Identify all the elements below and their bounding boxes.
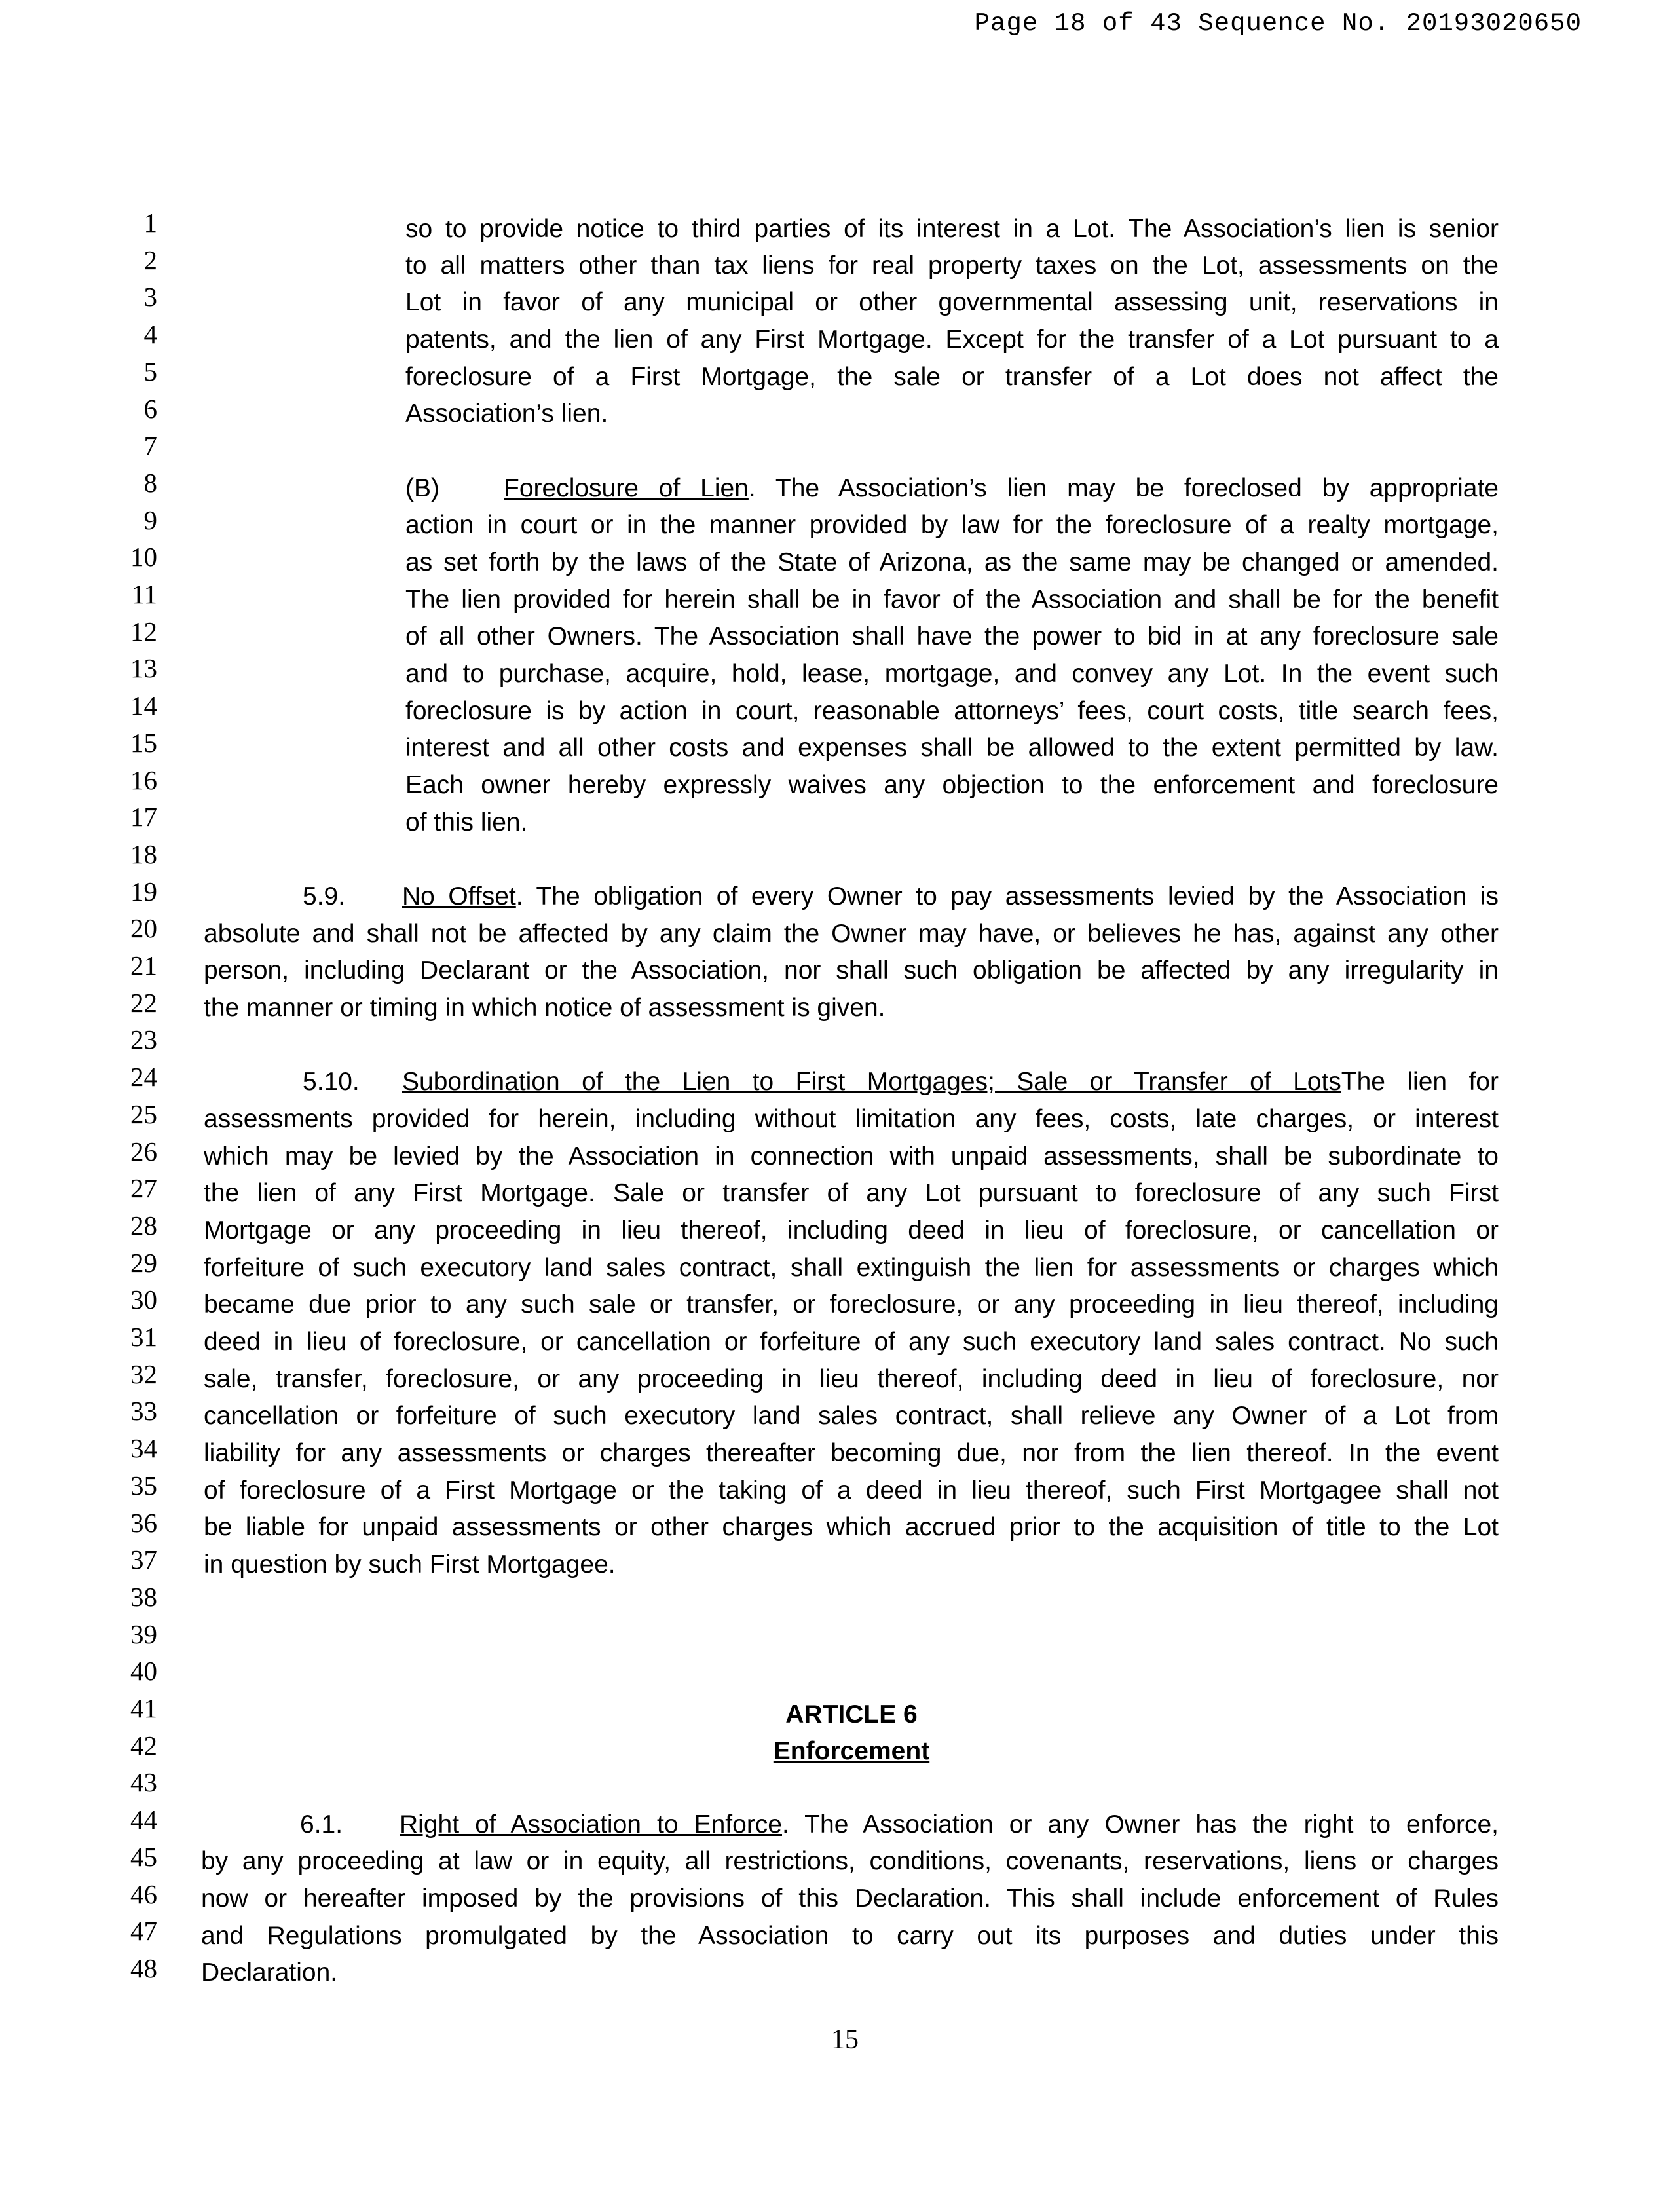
- sec-5-9-number: 5.9.: [303, 882, 346, 910]
- line-number: 1: [143, 208, 157, 238]
- sec-5-10-line: liability for any assessments or charges thereafter becoming due, nor from the lien thereof. In the event: [204, 1439, 1499, 1467]
- line-number: 8: [143, 467, 157, 498]
- line-number: 41: [130, 1693, 157, 1723]
- sec-5-10-line: be liable for unpaid assessments or other charges which accrued prior to the acquisition of title to the Lot: [204, 1513, 1499, 1541]
- line-number: 25: [130, 1098, 157, 1129]
- line-number: 6: [143, 393, 157, 424]
- line-number: 28: [130, 1210, 157, 1241]
- para-b-first-line: [405, 476, 1499, 501]
- line-number: 30: [130, 1284, 157, 1315]
- line-number: 37: [130, 1544, 157, 1575]
- line-number: 27: [130, 1173, 157, 1204]
- para-a-line: to all matters other than tax liens for real property taxes on the Lot, assessments on the: [405, 252, 1499, 280]
- sec-5-10-line: became due prior to any such sale or transfer, or foreclosure, or any proceeding in lieu thereof, including: [204, 1290, 1499, 1319]
- sec-5-10-heading: Subordination of the Lien to First Mortgages; Sale or Transfer of Lots: [402, 1068, 1341, 1096]
- line-number: 48: [130, 1953, 157, 1983]
- line-number: 10: [130, 542, 157, 572]
- line-number: 4: [143, 319, 157, 350]
- sec-5-10-line: deed in lieu of foreclosure, or cancellation or forfeiture of any such executory land sales contract. No such: [204, 1328, 1499, 1356]
- sec-6-1-line: Declaration.: [201, 1958, 338, 1987]
- sec-5-10-line: of foreclosure of a First Mortgage or the taking of a deed in lieu thereof, such First Mortgagee shall not: [204, 1476, 1499, 1505]
- sec-6-1-line: and Regulations promulgated by the Association to carry out its purposes and duties under this: [201, 1922, 1499, 1950]
- sec-5-9-heading: No Offset: [402, 882, 516, 910]
- page-number: 15: [831, 2025, 859, 2055]
- sec-6-1-line: now or hereafter imposed by the provisions of this Declaration. This shall include enforcement of Rules: [201, 1884, 1499, 1913]
- para-b-line: Each owner hereby expressly waives any objection to the enforcement and foreclosure: [405, 771, 1499, 799]
- sec-5-9-line: the manner or timing in which notice of assessment is given.: [204, 994, 886, 1022]
- sec-5-9-line: person, including Declarant or the Association, nor shall such obligation be affected by any irregularity in: [204, 956, 1499, 984]
- para-b-line: The lien provided for herein shall be in favor of the Association and shall be for the benefit: [405, 586, 1499, 614]
- line-number: 19: [130, 876, 157, 907]
- line-number: 44: [130, 1805, 157, 1835]
- line-number: 13: [130, 653, 157, 684]
- line-number: 26: [130, 1136, 157, 1167]
- para-b-label: (B): [405, 474, 439, 502]
- para-a-line: Association’s lien.: [405, 400, 608, 428]
- sec-6-1-line: by any proceeding at law or in equity, all restrictions, conditions, covenants, reservations, liens or charges: [201, 1847, 1499, 1875]
- line-number: 45: [130, 1841, 157, 1872]
- line-number: 7: [143, 430, 157, 461]
- sec-5-9-first-rest: . The obligation of every Owner to pay assessments levied by the Association is: [515, 882, 1499, 910]
- sec-5-10-line: in question by such First Mortgagee.: [204, 1550, 616, 1579]
- line-number: 33: [130, 1396, 157, 1427]
- line-number: 24: [130, 1062, 157, 1093]
- line-number: 3: [143, 282, 157, 312]
- line-number: 2: [143, 244, 157, 275]
- sec-5-10-first-line: [303, 1069, 1499, 1094]
- sec-5-10-line: forfeiture of such executory land sales contract, shall extinguish the lien for assessments or charges which: [204, 1254, 1499, 1282]
- line-number: 34: [130, 1433, 157, 1464]
- line-number: 38: [130, 1581, 157, 1612]
- sec-5-10-number: 5.10.: [303, 1068, 360, 1096]
- sec-5-9-line: absolute and shall not be affected by any claim the Owner may have, or believes he has, against any other: [204, 920, 1499, 948]
- sec-5-10-first-rest: The lien for: [1341, 1068, 1499, 1096]
- sec-6-1-first-rest: . The Association or any Owner has the right to enforce,: [782, 1810, 1499, 1839]
- line-number: 23: [130, 1024, 157, 1055]
- para-b-line: as set forth by the laws of the State of Arizona, as the same may be changed or amended.: [405, 548, 1499, 576]
- para-b-heading: Foreclosure of Lien: [504, 474, 749, 502]
- line-number: 12: [130, 616, 157, 646]
- para-b-line: foreclosure is by action in court, reasonable attorneys’ fees, court costs, title search fees,: [405, 697, 1499, 725]
- sec-5-9-first-line: [303, 884, 1499, 909]
- line-number: 36: [130, 1507, 157, 1538]
- sec-6-1-number: 6.1.: [300, 1810, 343, 1839]
- line-number: 47: [130, 1916, 157, 1947]
- line-number: 16: [130, 764, 157, 795]
- article-title: ARTICLE 6: [785, 1700, 918, 1729]
- line-number: 43: [130, 1767, 157, 1798]
- line-number: 9: [143, 504, 157, 535]
- article-subtitle: Enforcement: [773, 1737, 930, 1765]
- line-number: 17: [130, 802, 157, 833]
- para-b-line: and to purchase, acquire, hold, lease, mortgage, and convey any Lot. In the event such: [405, 660, 1499, 688]
- line-number: 32: [130, 1358, 157, 1389]
- line-number: 5: [143, 356, 157, 386]
- sec-5-10-line: the lien of any First Mortgage. Sale or transfer of any Lot pursuant to foreclosure of any such First: [204, 1179, 1499, 1207]
- sec-5-10-line: cancellation or forfeiture of such executory land sales contract, shall relieve any Owner of a Lot from: [204, 1402, 1499, 1430]
- line-number: 31: [130, 1322, 157, 1352]
- sec-5-10-line: assessments provided for herein, including without limitation any fees, costs, late charges, or interest: [204, 1105, 1499, 1133]
- sec-6-1-heading: Right of Association to Enforce: [400, 1810, 782, 1839]
- line-number: 14: [130, 690, 157, 721]
- para-b-line: interest and all other costs and expenses shall be allowed to the extent permitted by law.: [405, 734, 1499, 762]
- line-number: 20: [130, 913, 157, 944]
- para-b-line: action in court or in the manner provided by law for the foreclosure of a realty mortgage,: [405, 511, 1499, 539]
- sec-6-1-first-line: [300, 1812, 1499, 1837]
- line-number: 15: [130, 727, 157, 758]
- page-header: Page 18 of 43 Sequence No. 20193020650: [974, 9, 1582, 38]
- para-a-line: Lot in favor of any municipal or other governmental assessing unit, reservations in: [405, 288, 1499, 316]
- line-number: 18: [130, 838, 157, 869]
- line-number: 21: [130, 950, 157, 981]
- para-b-line: of this lien.: [405, 808, 528, 836]
- line-number: 40: [130, 1656, 157, 1687]
- line-number: 11: [131, 579, 157, 609]
- sec-5-10-line: sale, transfer, foreclosure, or any proceeding in lieu thereof, including deed in lieu of foreclosure, nor: [204, 1365, 1499, 1393]
- sec-5-10-line: which may be levied by the Association in connection with unpaid assessments, shall be subordinate to: [204, 1142, 1499, 1170]
- line-number: 46: [130, 1879, 157, 1909]
- line-number: 22: [130, 987, 157, 1018]
- line-number: 42: [130, 1730, 157, 1761]
- para-a-line: patents, and the lien of any First Mortgage. Except for the transfer of a Lot pursuant to a: [405, 326, 1499, 354]
- para-a-line: foreclosure of a First Mortgage, the sale or transfer of a Lot does not affect the: [405, 363, 1499, 391]
- line-number: 35: [130, 1470, 157, 1501]
- line-number: 29: [130, 1247, 157, 1278]
- line-number: 39: [130, 1618, 157, 1649]
- sec-5-10-line: Mortgage or any proceeding in lieu thereof, including deed in lieu of foreclosure, or cancellation or: [204, 1216, 1499, 1244]
- para-b-first-rest: . The Association’s lien may be foreclosed by appropriate: [748, 474, 1499, 502]
- para-a-line: so to provide notice to third parties of its interest in a Lot. The Association’s lien is senior: [405, 215, 1499, 243]
- para-b-line: of all other Owners. The Association shall have the power to bid in at any foreclosure sale: [405, 622, 1499, 650]
